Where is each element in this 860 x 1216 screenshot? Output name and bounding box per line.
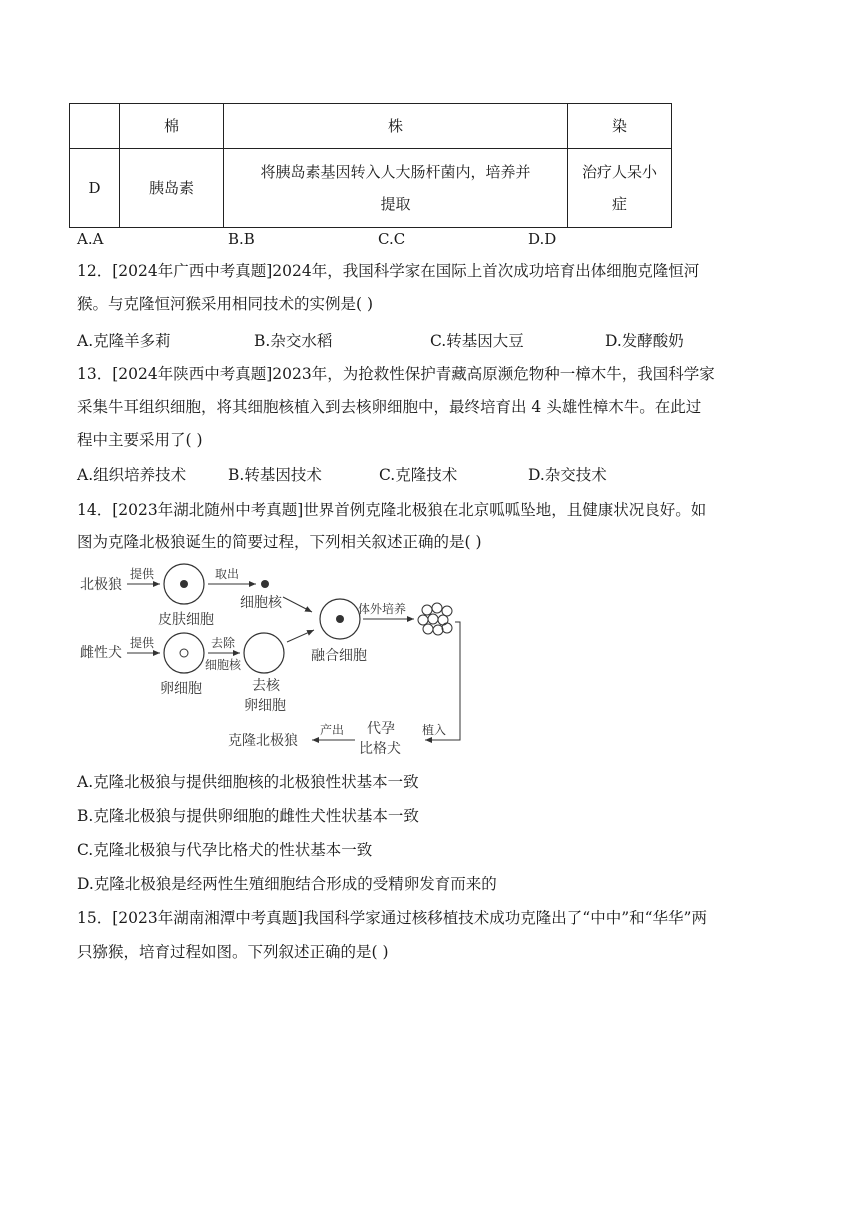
label-surrogate2: 比格犬 [359, 741, 401, 757]
cell-line: 治疗人呆小 [581, 163, 657, 181]
option-a[interactable]: A.A [77, 230, 104, 248]
label-fused-cell: 融合细胞 [311, 648, 367, 664]
q12-option-a[interactable]: A.克隆羊多莉 [77, 332, 171, 350]
label-culture: 体外培养 [358, 602, 407, 616]
q12-text-line: 12．[2024年广西中考真题]2024年，我国科学家在国际上首次成功培育出体细胞克隆恒河 [77, 262, 700, 280]
option-b[interactable]: B.B [228, 230, 255, 248]
q13-option-c[interactable]: C.克隆技术 [379, 466, 458, 484]
cell-line: 症 [611, 195, 627, 213]
skin-cell-nucleus [180, 580, 188, 588]
label-provide2: 提供 [130, 636, 155, 650]
q13-option-d[interactable]: D.杂交技术 [528, 466, 607, 484]
q14-option-c[interactable]: C.克隆北极狼与代孕比格犬的性状基本一致 [77, 841, 373, 859]
q15-text-line: 只猕猴，培育过程如图。下列叙述正确的是( ) [77, 943, 389, 961]
q12-option-d[interactable]: D.发酵酸奶 [605, 332, 684, 350]
q14-option-a[interactable]: A.克隆北极狼与提供细胞核的北极狼性状基本一致 [77, 773, 419, 791]
table-cell: 胰岛素 [120, 149, 224, 228]
label-produce: 产出 [320, 723, 345, 737]
q12-option-b[interactable]: B.杂交水稻 [254, 332, 333, 350]
q14-option-b[interactable]: B.克隆北极狼与提供卵细胞的雌性犬性状基本一致 [77, 807, 419, 825]
enucleated-egg-circle [244, 633, 284, 673]
q13-text-line: 13．[2024年陕西中考真题]2023年，为抢救性保护青藏高原濒危物种一樟木牛，我国科学家 [77, 365, 715, 383]
label-wolf: 北极狼 [80, 577, 122, 593]
label-take-out: 取出 [215, 567, 240, 581]
egg-cell-circle [164, 633, 204, 673]
q14-option-d[interactable]: D.克隆北极狼是经两性生殖细胞结合形成的受精卵发育而来的 [77, 875, 497, 893]
q13-text-line: 采集牛耳组织细胞，将其细胞核植入到去核卵细胞中，最终培育出 4 头雄性樟木牛。在此过 [77, 398, 702, 416]
q14-text-line: 图为克隆北极狼诞生的简要过程，下列相关叙述正确的是( ) [77, 533, 482, 551]
option-c[interactable]: C.C [378, 230, 406, 248]
label-remove2: 细胞核 [205, 658, 242, 672]
nucleus-dot [261, 580, 269, 588]
label-remove: 去除 [211, 636, 236, 650]
egg-cell-nucleus [180, 649, 188, 657]
table-header-cell: 株 [224, 104, 568, 149]
label-egg-cell: 卵细胞 [160, 681, 202, 697]
q13-text-line: 程中主要采用了( ) [77, 431, 203, 449]
label-implant: 植入 [422, 723, 447, 737]
label-enucleated1: 去核 [252, 678, 280, 694]
table-header-cell: 棉 [120, 104, 224, 149]
arrow-egg-to-fusion [287, 630, 314, 642]
q15-text-line: 15．[2023年湖南湘潭中考真题]我国科学家通过核移植技术成功克隆出了“中中”和“华华”两 [77, 909, 707, 927]
q13-option-a[interactable]: A.组织培养技术 [77, 466, 187, 484]
arrow-nucleus-to-fusion [283, 597, 312, 612]
fused-cell-nucleus [336, 615, 344, 623]
cell-line: 提取 [380, 195, 411, 213]
q12-text-line: 猴。与克隆恒河猴采用相同技术的实例是( ) [77, 295, 374, 313]
label-skin-cell: 皮肤细胞 [158, 612, 214, 628]
label-clone-wolf: 克隆北极狼 [228, 733, 298, 749]
option-d[interactable]: D.D [528, 230, 557, 248]
label-female-dog: 雌性犬 [80, 645, 122, 661]
label-nucleus: 细胞核 [240, 595, 282, 611]
row-label: D [70, 149, 120, 228]
embryo-cluster [418, 603, 452, 635]
label-provide1: 提供 [130, 567, 155, 581]
label-surrogate1: 代孕 [367, 721, 395, 737]
cell-line: 将胰岛素基因转入人大肠杆菌内，培养并 [260, 163, 531, 181]
q14-text-line: 14．[2023年湖北随州中考真题]世界首例克隆北极狼在北京呱呱坠地，且健康状况良好。如 [77, 501, 707, 519]
q12-option-c[interactable]: C.转基因大豆 [430, 332, 524, 350]
label-enucleated2: 卵细胞 [244, 698, 286, 714]
q13-option-b[interactable]: B.转基因技术 [228, 466, 322, 484]
table-header-cell: 染 [568, 104, 672, 149]
